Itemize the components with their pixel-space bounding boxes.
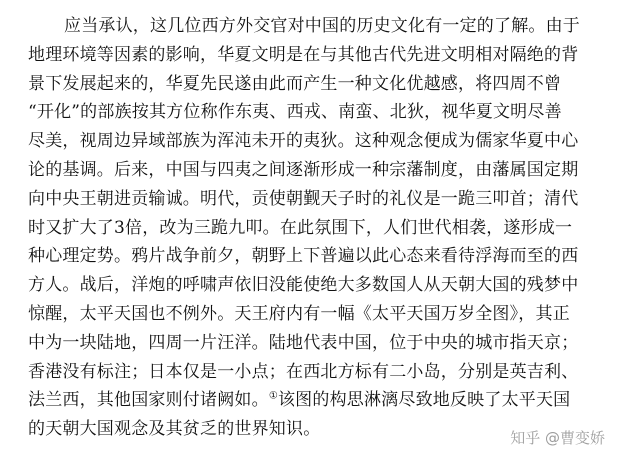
footnote-marker[interactable]: ① xyxy=(268,390,278,402)
text-line-14-part-b: 该图的构思淋漓尽致地反映了太平天国 xyxy=(277,390,571,411)
text-line-14 xyxy=(28,386,603,415)
text-line-14-part-a: 法兰西，其他国家则付诸阙如。 xyxy=(28,390,269,411)
text-line-6: 论的基调。后来，中国与四夷之间逐渐形成一种宗藩制度，由藩属国定期 xyxy=(28,159,579,180)
text-line-11: 惊醒，太平天国也不例外。天王府内有一幅《太平天国万岁全图》，其正 xyxy=(28,303,570,324)
text-line-12: 中为一块陆地，四周一片汪洋。陆地代表中国，位于中央的城市指天京； xyxy=(28,332,579,353)
text-line-15: 的天朝大国观念及其贫乏的世界知识。 xyxy=(28,419,321,440)
text-line-5: 尽美，视周边异域部族为浑沌未开的夷狄。这种观念便成为儒家华夏中心 xyxy=(28,131,579,152)
text-line-13: 香港没有标注；日本仅是一小点；在西北方标有二小岛，分别是英吉利、 xyxy=(28,361,579,382)
text-line-3: 景下发展起来的，华夏先民遂由此而产生一种文化优越感，将四周不曾 xyxy=(28,73,562,94)
text-line-8: 时又扩大了3倍，改为三跪九叩。在此氛围下，人们世代相袭，遂形成一 xyxy=(28,217,573,238)
text-line-7: 向中央王朝进贡输诚。明代，贡使朝觐天子时的礼仪是一跪三叩首；清代 xyxy=(28,188,579,209)
text-line-2: 地理环境等因素的影响，华夏文明是在与其他古代先进文明相对隔绝的背 xyxy=(28,44,579,65)
text-line-9: 种心理定势。鸦片战争前夕，朝野上下普遍以此心态来看待浮海而至的西 xyxy=(28,246,579,267)
zhihu-watermark: 知乎 @曹变娇 xyxy=(510,429,605,447)
text-line-1: 应当承认，这几位西方外交官对中国的历史文化有一定的了解。由于 xyxy=(64,16,580,36)
body-paragraph xyxy=(28,12,603,444)
text-line-10: 方人。战后，洋炮的呼啸声依旧没能使绝大多数国人从天朝大国的残梦中 xyxy=(28,275,579,296)
text-line-4: “开化”的部族按其方位称作东夷、西戎、南蛮、北狄，视华夏文明尽善 xyxy=(28,102,562,123)
